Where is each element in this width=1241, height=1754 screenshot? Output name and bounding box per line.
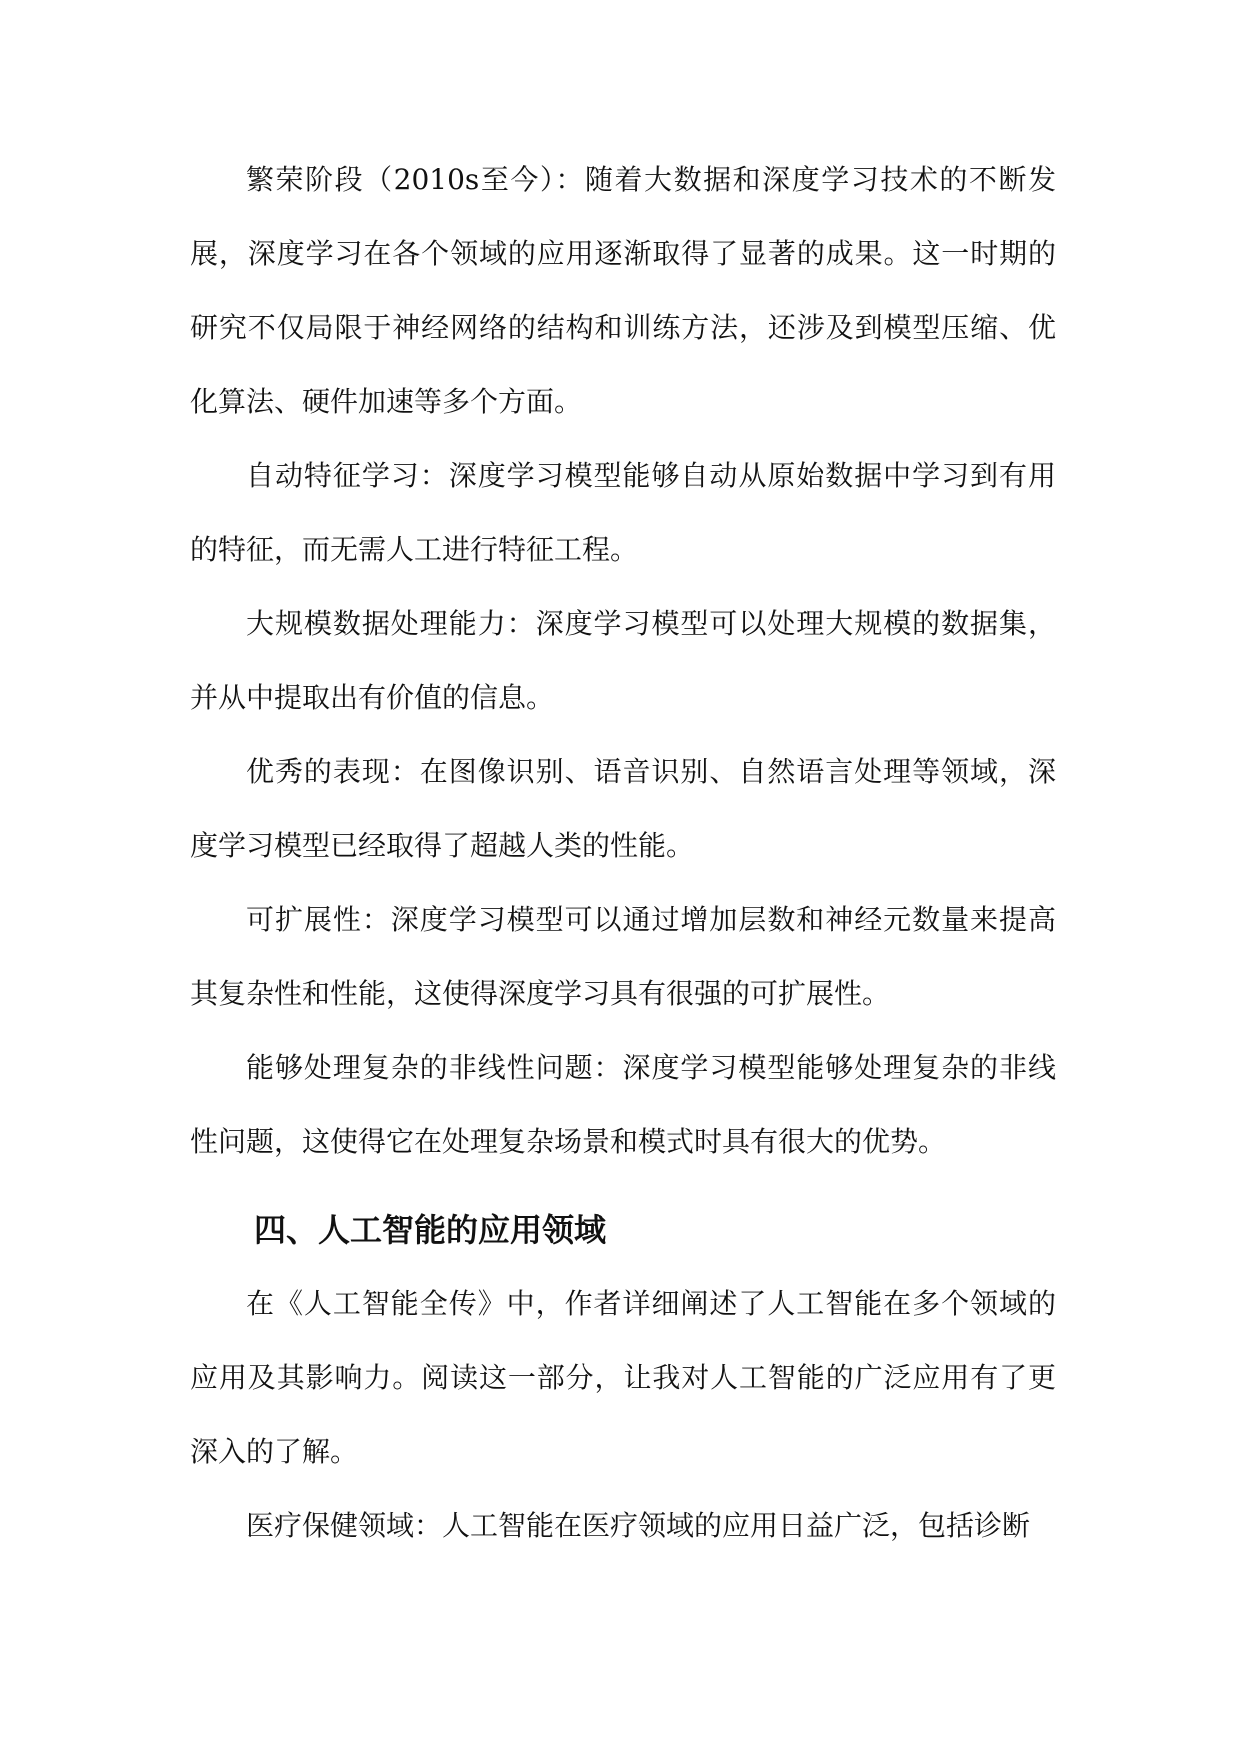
paragraph-book-intro: 在《人工智能全传》中，作者详细阐述了人工智能在多个领域的应用及其影响力。阅读这一部分，让我对人工智能的广泛应用有了更深入的了解。	[190, 1287, 1056, 1468]
paragraph-healthcare: 医疗保健领域：人工智能在医疗领域的应用日益广泛，包括诊断	[246, 1509, 1031, 1542]
paragraph-nonlinear-problems: 能够处理复杂的非线性问题：深度学习模型能够处理复杂的非线性问题，这使得它在处理复杂场景和模式时具有很大的优势。	[190, 1051, 1056, 1158]
paragraph-excellent-performance: 优秀的表现：在图像识别、语音识别、自然语言处理等领域，深度学习模型已经取得了超越人类的性能。	[190, 755, 1056, 862]
paragraph-prosperity-stage: 繁荣阶段（2010s至今）：随着大数据和深度学习技术的不断发展，深度学习在各个领域的应用逐渐取得了显著的成果。这一时期的研究不仅局限于神经网络的结构和训练方法，还涉及到模型压缩、优化算法、硬件加速等多个方面。	[190, 163, 1056, 418]
paragraph-scalability: 可扩展性：深度学习模型可以通过增加层数和神经元数量来提高其复杂性和性能，这使得深度学习具有很强的可扩展性。	[190, 903, 1056, 1010]
paragraph-large-scale-data-processing: 大规模数据处理能力：深度学习模型可以处理大规模的数据集，并从中提取出有价值的信息。	[190, 607, 1056, 714]
paragraph-automatic-feature-learning: 自动特征学习：深度学习模型能够自动从原始数据中学习到有用的特征，而无需人工进行特征工程。	[190, 459, 1056, 566]
section-heading: 四、人工智能的应用领域	[254, 1211, 607, 1249]
document-body	[190, 143, 1056, 1563]
